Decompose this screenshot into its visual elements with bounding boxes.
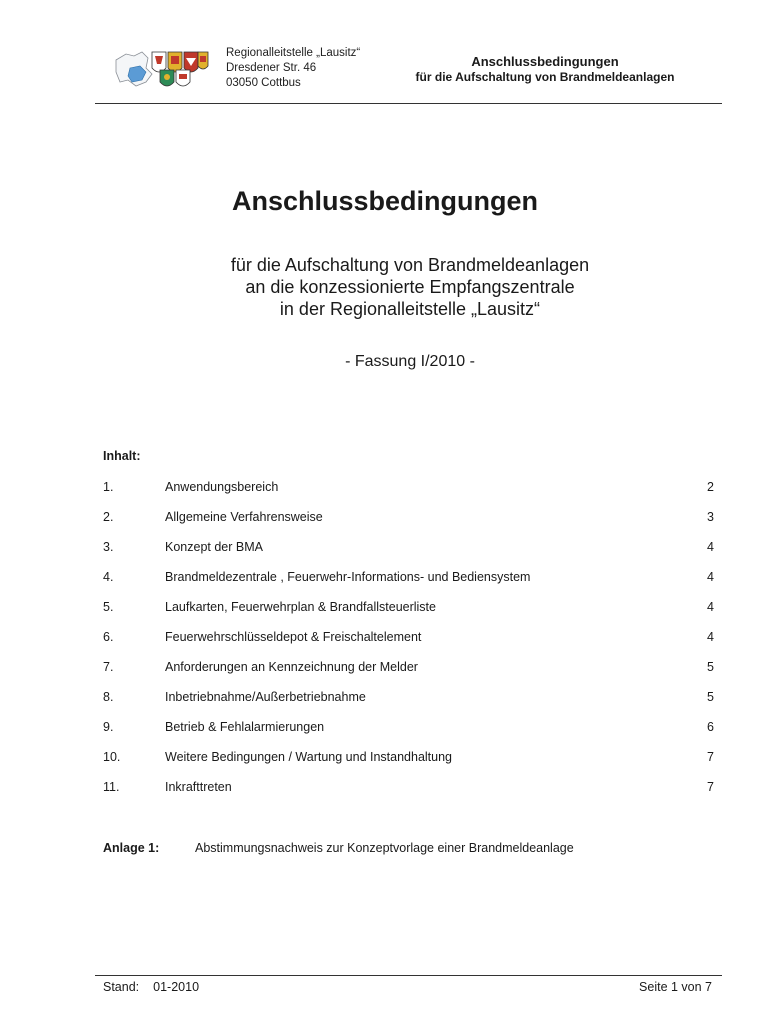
- toc-page: 5: [707, 660, 714, 674]
- toc-title: Weitere Bedingungen / Wartung und Instandhaltung: [165, 750, 453, 764]
- toc-title: Inkrafttreten: [165, 780, 232, 794]
- subtitle-line-3: in der Regionalleitstelle „Lausitz“: [279, 299, 541, 319]
- org-name: Regionalleitstelle „Lausitz“: [226, 47, 361, 59]
- toc-title: Allgemeine Verfahrensweise: [165, 510, 323, 524]
- stand-label: Stand:: [103, 980, 140, 994]
- footer-divider: [95, 975, 722, 976]
- toc-number: 8.: [103, 690, 114, 704]
- toc-item[interactable]: [103, 599, 716, 629]
- street: Dresdener Str. 46: [226, 62, 317, 74]
- city: 03050 Cottbus: [226, 77, 301, 89]
- footer-page-info: Seite 1 von 7: [639, 980, 712, 994]
- toc-page: 2: [707, 480, 714, 494]
- toc-title: Betrieb & Fehlalarmierungen: [165, 720, 325, 734]
- toc-item[interactable]: [103, 569, 716, 599]
- toc-item[interactable]: [103, 509, 716, 539]
- header-title: Anschlussbedingungen: [471, 54, 619, 69]
- toc-title: Konzept der BMA: [165, 540, 263, 554]
- toc-number: 1.: [103, 480, 114, 494]
- toc-number: 10.: [103, 750, 121, 764]
- subtitle-line-2: an die konzessionierte Empfangszentrale: [245, 277, 575, 297]
- toc-item[interactable]: [103, 479, 716, 509]
- toc-item[interactable]: [103, 689, 716, 719]
- toc-page: 3: [707, 510, 714, 524]
- toc-number: 9.: [103, 720, 114, 734]
- toc-page: 4: [707, 630, 714, 644]
- toc-title: Laufkarten, Feuerwehrplan & Brandfallsteuerliste: [165, 600, 436, 614]
- toc-number: 11.: [103, 780, 120, 794]
- toc-title: Inbetriebnahme/Außerbetriebnahme: [165, 690, 366, 704]
- toc-page: 6: [707, 720, 714, 734]
- toc-item[interactable]: [103, 779, 716, 809]
- toc-item[interactable]: [103, 539, 716, 569]
- toc-number: 5.: [103, 600, 114, 614]
- toc-page: 4: [707, 540, 714, 554]
- toc-number: 7.: [103, 660, 114, 674]
- toc-number: 3.: [103, 540, 114, 554]
- toc-item[interactable]: [103, 629, 716, 659]
- subtitle-line-1: für die Aufschaltung von Brandmeldeanlagen: [230, 255, 590, 275]
- toc-item[interactable]: [103, 719, 716, 749]
- appendix-label: Anlage 1:: [103, 841, 160, 855]
- toc-page: 7: [707, 750, 714, 764]
- footer-stand: [103, 980, 199, 994]
- toc-heading: Inhalt:: [103, 449, 141, 463]
- toc-page: 5: [707, 690, 714, 704]
- sender-address: [226, 46, 360, 91]
- toc-title: Anwendungsbereich: [165, 480, 279, 494]
- version-label: - Fassung I/2010 -: [345, 353, 475, 370]
- title-subtitle: [0, 254, 770, 320]
- toc-number: 4.: [103, 570, 114, 584]
- table-of-contents: [103, 479, 716, 809]
- toc-page: 4: [707, 570, 714, 584]
- header-doc-title: [380, 54, 710, 85]
- coat-of-arms-icon: [112, 46, 212, 90]
- header-subtitle: für die Aufschaltung von Brandmeldeanlagen: [415, 70, 675, 84]
- toc-title: Feuerwehrschlüsseldepot & Freischaltelement: [165, 630, 422, 644]
- toc-title: Brandmeldezentrale , Feuerwehr-Informations- und Bediensystem: [165, 570, 531, 584]
- toc-page: 4: [707, 600, 714, 614]
- toc-number: 6.: [103, 630, 114, 644]
- toc-title: Anforderungen an Kennzeichnung der Melder: [165, 660, 418, 674]
- stand-value: 01-2010: [153, 980, 200, 994]
- toc-number: 2.: [103, 510, 114, 524]
- toc-item[interactable]: [103, 659, 716, 689]
- header-divider: [95, 103, 722, 104]
- toc-item[interactable]: [103, 749, 716, 779]
- coat-of-arms-logo: [112, 46, 212, 90]
- page-title: Anschlussbedingungen: [231, 186, 539, 216]
- appendix-text: Abstimmungsnachweis zur Konzeptvorlage einer Brandmeldeanlage: [195, 841, 574, 855]
- toc-page: 7: [707, 780, 714, 794]
